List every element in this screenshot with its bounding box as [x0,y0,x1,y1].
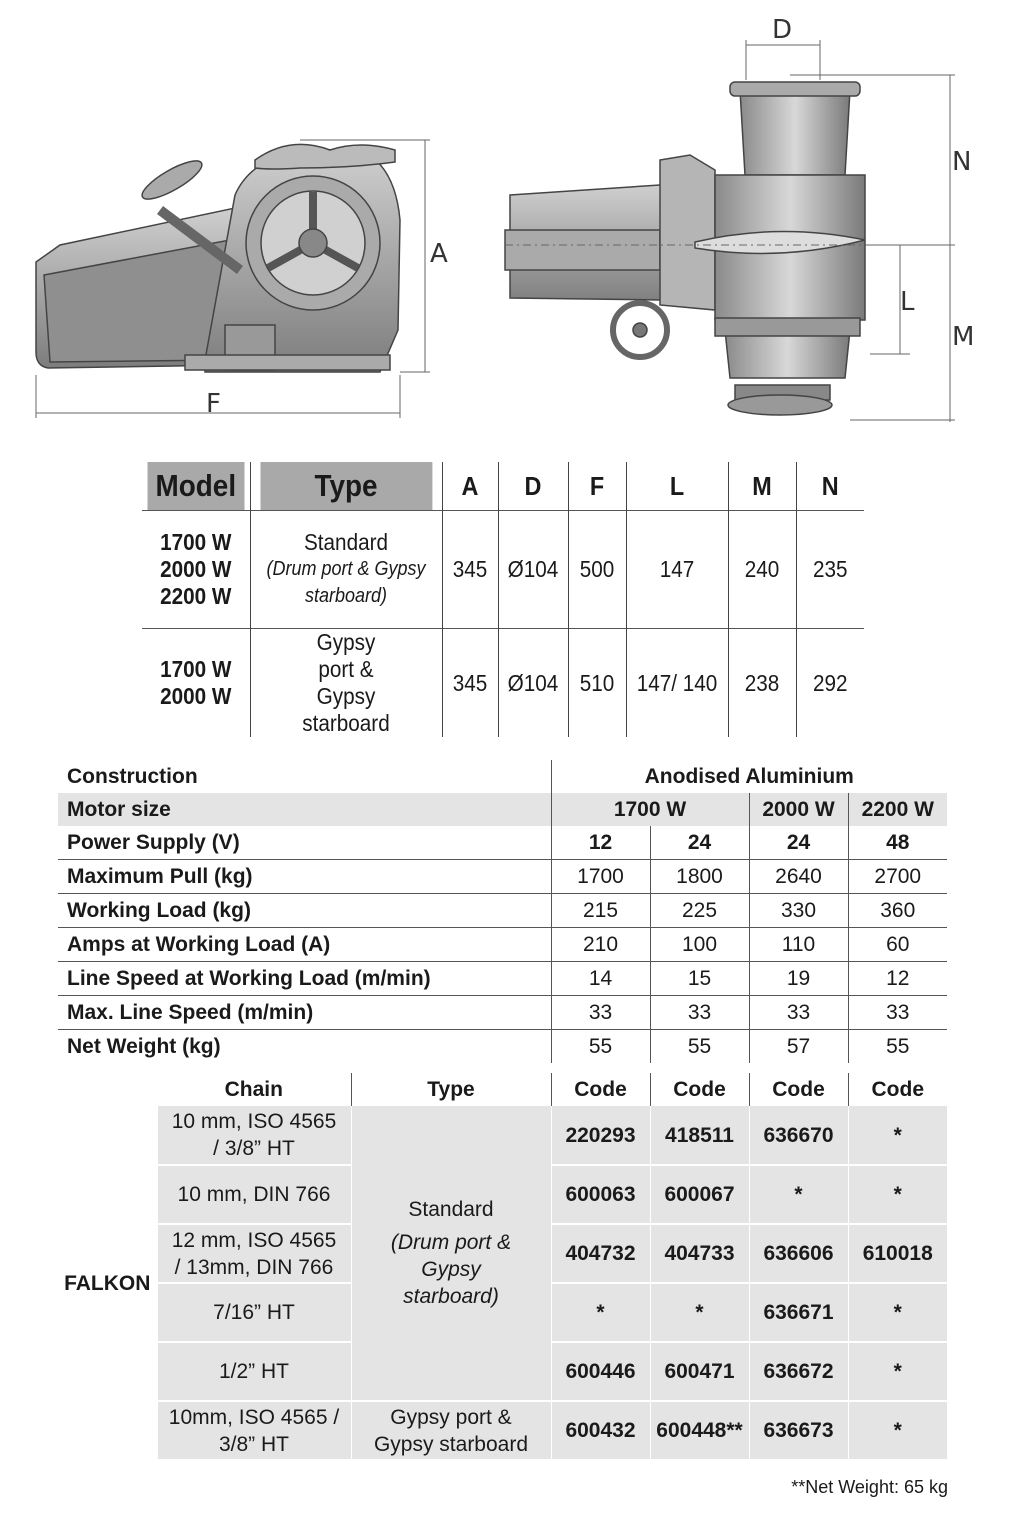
value-d: Ø104 [502,629,565,738]
header-model: Model [147,462,244,511]
dimension-table [142,462,864,737]
header-l: L [631,462,723,511]
spec-row: Amps at Working Load (A) 210 100 110 60 [58,928,947,962]
specification-table [58,760,947,1063]
value-n: 235 [812,556,848,582]
value-a: 345 [445,511,495,629]
spec-row: Line Speed at Working Load (m/min) 14 15 19 12 [58,962,947,996]
spec-row: Maximum Pull (kg) 1700 1800 2640 2700 [58,860,947,894]
header-n: N [821,470,839,501]
dimension-row [142,511,864,629]
header-type: Type [260,462,433,511]
model-cell: 1700 W 2000 W [147,629,244,738]
code-row: 10mm, ISO 4565 / 3/8” HT Gypsy port & Gypsy starboard 600432 600448** 636673 * [58,1401,947,1460]
value-d: Ø104 [502,511,565,629]
value-f: 500 [571,511,623,629]
model-cell: 1700 W 2000 W 2200 W [147,511,244,629]
value-a: 345 [445,629,495,738]
value-m: 238 [731,629,792,738]
spec-row: Net Weight (kg) 55 55 57 55 [58,1030,947,1064]
code-table [58,1073,947,1461]
code-row: 7/16” HT * * 636671 * [58,1283,947,1342]
gypsy-type-cell: Gypsy port & Gypsy starboard [351,1401,551,1460]
value-n: 292 [812,669,848,696]
code-row: 10 mm, DIN 766 600063 600067 * * [58,1165,947,1224]
type-cell: Standard (Drum port & Gypsy starboard) [260,511,433,629]
dim-label-l: L [900,287,915,317]
value-l: 147 [631,511,723,629]
dim-label-f: F [206,389,221,419]
front-view-drawing [505,82,865,415]
spec-row-power: Power Supply (V) 12 24 24 48 [58,826,947,860]
side-view-drawing [36,144,400,372]
type-cell: Gypsy port & Gypsy starboard [260,629,433,738]
header-f: F [571,462,623,511]
code-row: 1/2” HT 600446 600471 636672 * [58,1342,947,1401]
dim-label-d: D [772,15,793,45]
spec-row: Working Load (kg) 215 225 330 360 [58,894,947,928]
spec-row-construction: Construction Anodised Aluminium [58,760,947,793]
value-m: 240 [731,511,792,629]
dimension-row [142,629,864,738]
windlass-drawings [0,0,1010,440]
dim-label-a: A [430,239,448,269]
dim-label-n: N [952,147,972,177]
dim-label-m: M [952,322,975,352]
code-row: FALKON 10 mm, ISO 4565 / 3/8” HT Standard (Drum port & Gypsy starboard) 220293 418511 636670 * [58,1106,947,1165]
value-l: 147/ 140 [631,629,723,738]
spec-row: Max. Line Speed (m/min) 33 33 33 33 [58,996,947,1030]
header-m: M [731,462,792,511]
code-row: 12 mm, ISO 4565 / 13mm, DIN 766 404732 404733 636606 610018 [58,1224,947,1283]
code-table-header: Chain Type Code Code Code Code [58,1073,947,1106]
header-d: D [502,462,565,511]
standard-type-cell: Standard (Drum port & Gypsy starboard) [351,1106,551,1401]
brand-label: FALKON [64,1271,151,1295]
header-a: A [445,462,495,511]
value-f: 510 [571,629,623,738]
footnote: **Net Weight: 65 kg [791,1477,948,1497]
spec-row-motor: Motor size 1700 W 2000 W 2200 W [58,793,947,826]
